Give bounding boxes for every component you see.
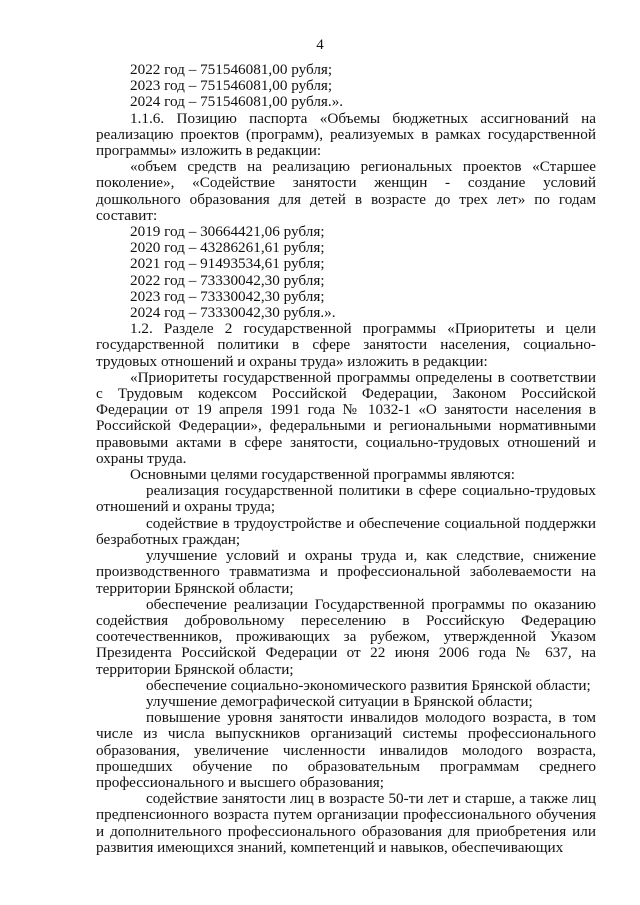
year-line: 2020 год – 43286261,61 рубля; (130, 239, 325, 257)
goal-item: обеспечение реализации Государственной программы по оказанию содействия добровольному переселению в Российскую Федерацию соотечественников, проживающих за рубежом, утвержденной Указом Президента Российской Федерации от 22 июня 2006 года № 637, на территории Брянской области; (96, 595, 596, 678)
goal-item: улучшение демографической ситуации в Брянской области; (146, 692, 533, 710)
year-line: 2022 год – 73330042,30 рубля; (130, 271, 325, 289)
year-line: 2024 год – 73330042,30 рубля.». (130, 304, 336, 322)
year-line: 2023 год – 751546081,00 рубля; (130, 77, 333, 95)
year-line: 2022 год – 751546081,00 рубля; (130, 61, 333, 78)
document-body (96, 62, 596, 856)
goal-item: содействие занятости лиц в возрасте 50-ти лет и старше, а также лиц предпенсионного возраста путем организации профессионального обучения и дополнительного профессионального образования для приобретения или развития имеющихся знаний, компетенций и навыков, обеспечивающих (96, 790, 596, 856)
year-line: 2019 год – 30664421,06 рубля; (130, 223, 325, 241)
paragraph-goals-intro: Основными целями государственной программы являются: (130, 466, 516, 484)
paragraph-priorities: «Приоритеты государственной программы определены в соответствии с Трудовым кодексом Российской Федерации, Законом Российской Федерации от 19 апреля 1991 года № 1032-1 «О занятости населения в Российской Федерации», федеральными и региональными нормативными правовыми актами в сфере занятости, социально-трудовых отношений и охраны труда. (96, 368, 596, 467)
paragraph-1-1-6: 1.1.6. Позицию паспорта «Объемы бюджетных ассигнований на реализацию проектов (программ), реализуемых в рамках государственной программы» изложить в редакции: (96, 109, 596, 160)
goal-item: содействие в трудоустройстве и обеспечение социальной поддержки безработных граждан; (96, 514, 596, 548)
year-line: 2021 год – 91493534,61 рубля; (130, 255, 325, 273)
year-line: 2024 год – 751546081,00 рубля.». (130, 93, 344, 111)
goal-item: реализация государственной политики в сфере социально-трудовых отношений и охраны труда; (96, 482, 596, 516)
goal-item: повышение уровня занятости инвалидов молодого возраста, в том числе из числа выпускников организаций системы профессионального образования, увеличение численности инвалидов молодого возраста, прошедших обучение по образовательным программам среднего профессионального и высшего образования; (96, 709, 596, 791)
paragraph-obem: «объем средств на реализацию региональных проектов «Старшее поколение», «Содействие занятости женщин - создание условий дошкольного образования для детей в возрасте до трех лет» по годам составит: (96, 158, 596, 224)
paragraph-1-2: 1.2. Разделе 2 государственной программы «Приоритеты и цели государственной политики в сфере занятости населения, социально-трудовых отношений и охраны труда» изложить в редакции: (96, 320, 596, 370)
goal-item: улучшение условий и охраны труда и, как следствие, снижение производственного травматизма и профессиональной заболеваемости на территории Брянской области; (96, 547, 596, 597)
year-line: 2023 год – 73330042,30 рубля; (130, 287, 325, 305)
page-number: 4 (316, 37, 324, 53)
goal-item: обеспечение социально-экономического развития Брянской области; (146, 676, 591, 694)
